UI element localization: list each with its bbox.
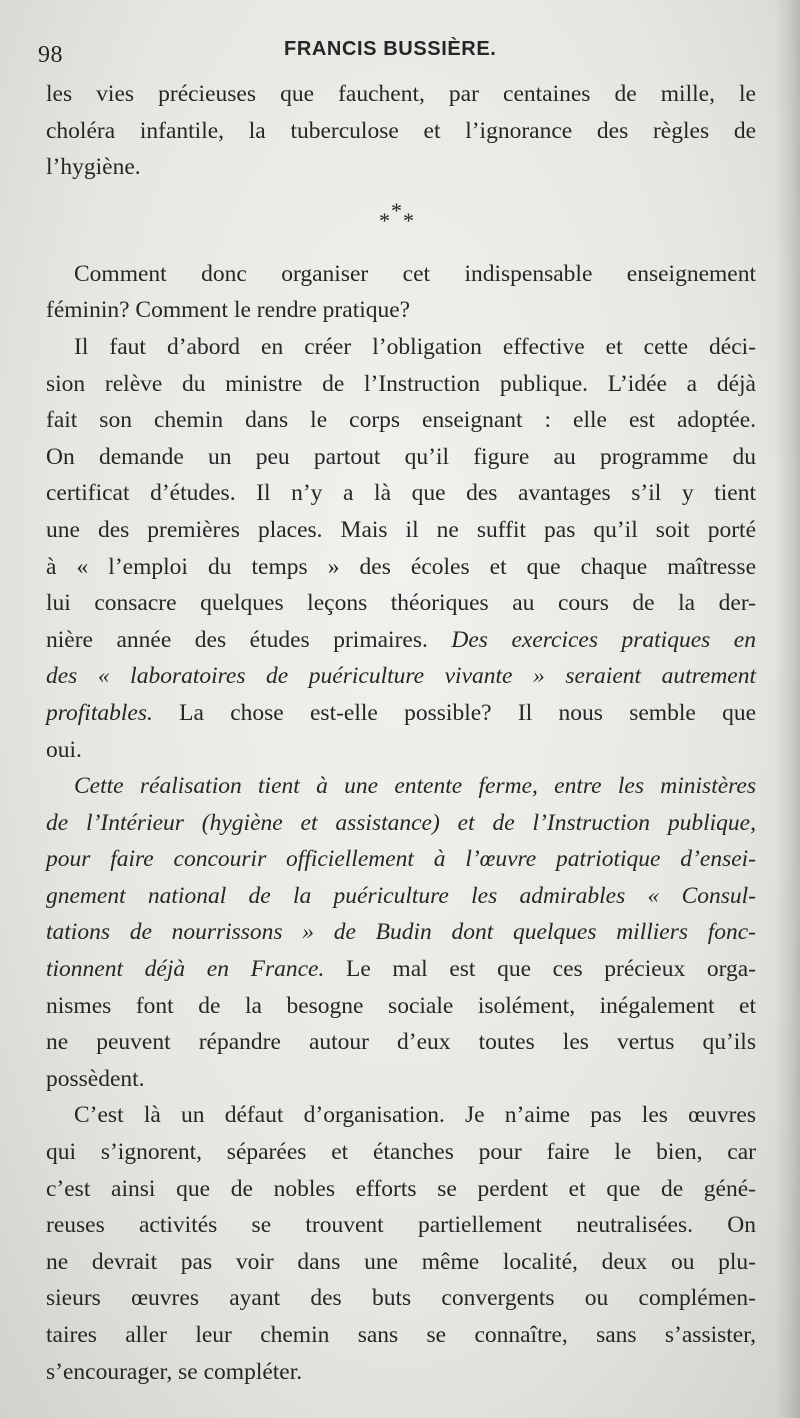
text-line: sieurs œuvres ayant des buts convergents ou complémen-	[46, 1285, 756, 1312]
text-line: Comment donc organiser cet indispensable enseignement	[74, 260, 756, 287]
asterism-star: *	[403, 207, 414, 233]
text-line: les vies précieuses que fauchent, par centaines de mille, le	[46, 81, 756, 107]
text-line: choléra infantile, la tuberculose et l’ignorance des règles de	[46, 117, 756, 144]
text-line: Cette réalisation tient à une entente ferme, entre les ministères	[74, 773, 756, 800]
text-line: certificat d’études. Il n’y a là que des avantages s’il y tient	[46, 480, 756, 507]
text-line: s’encourager, se compléter.	[46, 1358, 303, 1385]
running-head	[38, 30, 756, 70]
text-line: oui.	[46, 736, 82, 763]
text-line	[46, 951, 756, 988]
paragraph-2	[46, 256, 756, 329]
paragraph-1	[46, 76, 756, 186]
text-line: On demande un peu partout qu’il figure au programme du	[46, 443, 756, 470]
paragraph-4	[46, 768, 756, 1097]
text-line: C’est là un défaut d’organisation. Je n’aime pas les œuvres	[74, 1102, 756, 1129]
text-line: possèdent.	[46, 1065, 145, 1092]
text-line	[46, 622, 756, 659]
text-line: une des premières places. Mais il ne suffit pas qu’il soit porté	[46, 516, 756, 543]
text-line: qui s’ignorent, séparées et étanches pour faire le bien, car	[46, 1139, 756, 1166]
italic-segment: Des exercices pratiques en	[451, 626, 756, 653]
text-line: reuses activités se trouvent partiellement neutralisées. On	[46, 1212, 756, 1239]
text-line: des « laboratoires de puériculture vivante » seraient autrement	[46, 663, 756, 690]
text-line: taires aller leur chemin sans se connaître, sans s’assister,	[46, 1322, 756, 1348]
text-segment: nière année des études primaires.	[46, 626, 428, 653]
asterism-star: *	[391, 197, 402, 223]
text-line: sion relève du ministre de l’Instruction publique. L’idée a déjà	[46, 370, 756, 397]
text-line: féminin? Comment le rendre pratique?	[46, 297, 411, 324]
text-line: c’est ainsi que de nobles efforts se perdent et que de géné-	[46, 1175, 756, 1202]
paragraph-5	[46, 1097, 756, 1390]
text-line	[46, 695, 756, 732]
text-line: à « l’emploi du temps » des écoles et que chaque maîtresse	[46, 553, 756, 580]
text-line: ne devrait pas voir dans une même localité, deux ou plu-	[46, 1248, 756, 1275]
running-title: FRANCIS BUSSIÈRE.	[284, 38, 497, 60]
paragraph-3	[46, 329, 756, 768]
page-number: 98	[38, 42, 63, 68]
italic-segment: profitables.	[46, 699, 153, 726]
text-segment: Le mal est que ces précieux orga-	[346, 956, 756, 983]
italic-segment: tionnent déjà en France.	[46, 956, 325, 983]
text-line: gnement national de la puériculture les admirables « Consul-	[46, 882, 756, 909]
text-line: fait son chemin dans le corps enseignant : elle est adoptée.	[46, 407, 756, 434]
asterism-separator	[46, 186, 756, 256]
text-line: tations de nourrissons » de Budin dont quelques milliers fonc-	[46, 919, 756, 946]
text-line: nismes font de la besogne sociale isolément, inégalement et	[46, 992, 756, 1019]
text-segment: La chose est-elle possible? Il nous semble que	[179, 699, 756, 726]
text-line: l’hygiène.	[46, 154, 141, 181]
text-line: Il faut d’abord en créer l’obligation effective et cette déci-	[74, 333, 756, 360]
text-line: pour faire concourir officiellement à l’œuvre patriotique d’ensei-	[46, 846, 756, 873]
text-line: lui consacre quelques leçons théoriques au cours de la der-	[46, 590, 756, 617]
text-line: de l’Intérieur (hygiène et assistance) et de l’Instruction publique,	[46, 809, 756, 836]
asterism-star: *	[379, 207, 390, 233]
text-line: ne peuvent répandre autour d’eux toutes les vertus qu’ils	[46, 1029, 756, 1056]
